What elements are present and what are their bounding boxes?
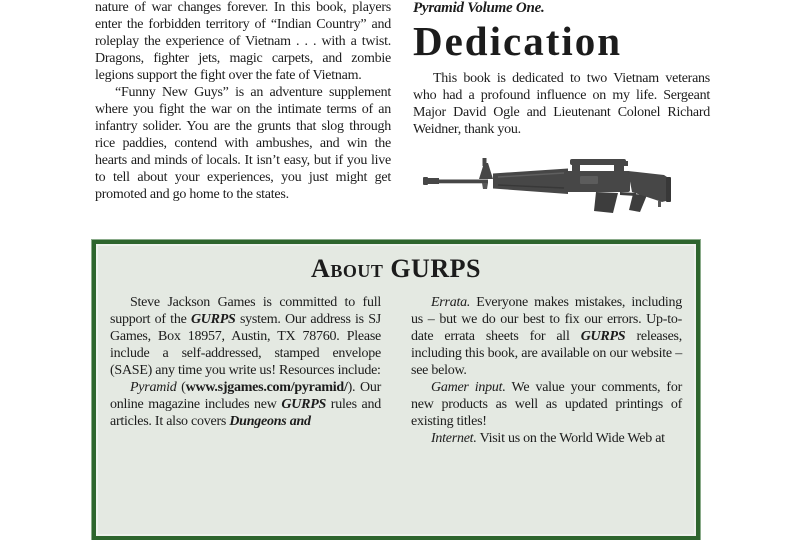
funny-new-guys-paragraph: “Funny New Guys” is an adventure supplement where you fight the war on the intimate terms of an infantry solider. You are the grunts that slog through rice paddies, contend with ambushes, and win the hearts and minds of locals. It isn’t easy, but if you live to tell about your experiences, you just might get promoted and go home to the states.	[95, 85, 391, 202]
intro-text-column	[95, 0, 391, 203]
sjgames-support-paragraph: Steve Jackson Games is committed to full support of the GURPS system. Our address is SJ Games, Box 18957, Austin, TX 78760. Please include a self-addressed, stamped envelope (SASE) any time you write us! Resources include:	[110, 295, 381, 378]
errata-paragraph: Errata. Everyone makes mistakes, including us – but we do our best to fix our errors. Up-to-date errata sheets for all GURPS releases, including this book, are available on our website – see below.	[411, 295, 682, 378]
dedication-heading: Dedication	[413, 18, 623, 64]
internet-paragraph: Internet. Visit us on the World Wide Web at	[431, 431, 665, 446]
about-gurps-box	[92, 240, 700, 540]
about-gurps-columns	[96, 294, 696, 447]
about-gurps-right-column	[411, 294, 682, 447]
intro-paragraph-continued: nature of war changes forever. In this book, players enter the forbidden territory of “Indian Country” and roleplay the experience of Vietnam . . . with a twist. Dragons, fighter jets, magic carpets, and zombie legions support the fight over the fate of Vietnam.	[95, 0, 391, 83]
gamer-input-paragraph: Gamer input. We value your comments, for new products as well as updated printings of existing titles!	[411, 380, 682, 429]
m16-rifle-image	[422, 150, 674, 218]
dedication-column	[413, 0, 710, 138]
pyramid-magazine-paragraph: Pyramid (www.sjgames.com/pyramid/). Our online magazine includes new GURPS rules and articles. It also covers Dungeons and	[110, 380, 381, 429]
about-gurps-title: About GURPS	[311, 254, 481, 283]
pyramid-volume-kicker: Pyramid Volume One.	[413, 0, 545, 16]
about-gurps-left-column	[110, 294, 381, 447]
dedication-paragraph: This book is dedicated to two Vietnam veterans who had a profound influence on my life. Sergeant Major David Ogle and Lieutenant Colonel Richard Weidner, thank you.	[413, 71, 710, 137]
